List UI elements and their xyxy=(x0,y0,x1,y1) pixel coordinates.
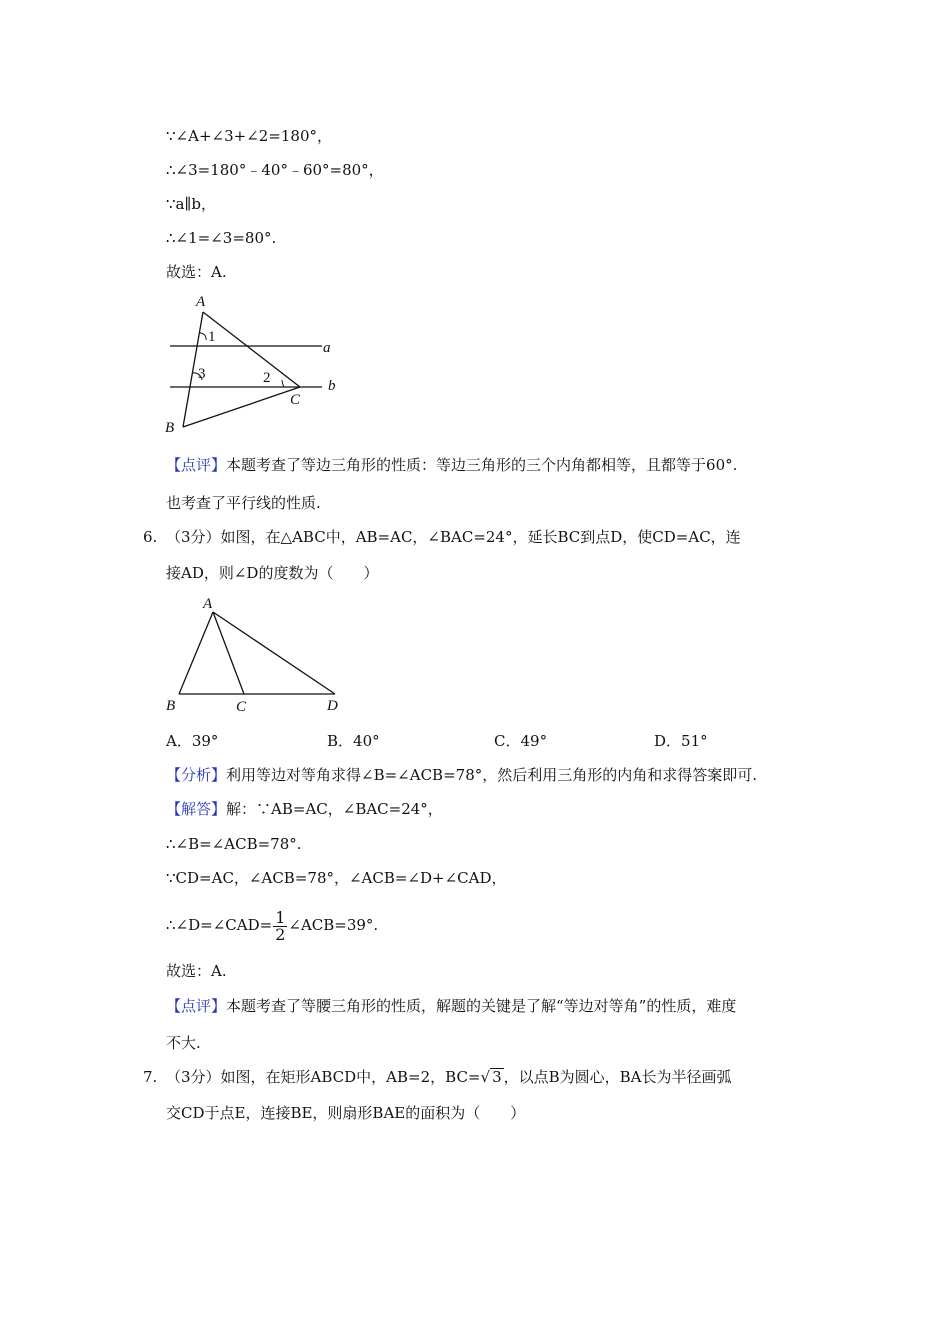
segment-bc xyxy=(183,387,300,427)
q6-review-line-1 xyxy=(166,996,736,1016)
label-3: 3 xyxy=(198,366,206,382)
answer-text: 解：∵AB=AC，∠BAC=24°， xyxy=(226,800,443,818)
segment-ac xyxy=(203,312,300,387)
label-A: A xyxy=(196,294,206,310)
q7-line1-pre: （3分）如图，在矩形ABCD中，AB=2，BC= xyxy=(166,1068,481,1086)
segment-ab xyxy=(179,612,213,694)
analysis-text: 利用等边对等角求得∠B=∠ACB=78°，然后利用三角形的内角和求得答案即可. xyxy=(226,766,758,784)
segment-ac xyxy=(213,612,244,694)
label-A: A xyxy=(203,596,213,612)
label-C: C xyxy=(290,392,301,408)
q5-figure xyxy=(160,290,350,440)
q5-solution-line-1: ∵∠A+∠3+∠2=180°， xyxy=(166,127,333,145)
sqrt-value: 3 xyxy=(492,1068,502,1086)
q5-solution-line-3: ∵a∥b， xyxy=(166,195,217,213)
q6-option-c[interactable]: C．49° xyxy=(494,732,548,750)
review-text: 本题考查了等腰三角形的性质，解题的关键是了解“等边对等角”的性质，难度 xyxy=(226,997,737,1015)
q7-number: 7. xyxy=(143,1068,158,1086)
q7-line1-post: ，以点B为圆心，BA长为半径画弧 xyxy=(503,1068,732,1086)
review-tag: 【点评】 xyxy=(166,456,227,474)
label-B: B xyxy=(165,420,175,436)
label-D: D xyxy=(327,698,338,714)
analysis-tag: 【分析】 xyxy=(166,766,227,784)
q6-answer-line-1 xyxy=(166,799,443,819)
label-1: 1 xyxy=(208,329,216,345)
label-2: 2 xyxy=(263,370,271,386)
q6-stem-line-1: （3分）如图，在△ABC中，AB=AC，∠BAC=24°，延长BC到点D，使CD=AC，连 xyxy=(166,528,741,546)
angle-2-arc xyxy=(282,380,284,387)
q5-review-line-1 xyxy=(166,455,737,475)
label-C: C xyxy=(236,699,247,715)
frac-numerator: 1 xyxy=(275,907,286,927)
answer-l4-pre: ∴∠D=∠CAD= xyxy=(166,916,273,934)
q5-solution-line-4: ∴∠1=∠3=80°. xyxy=(166,229,277,247)
answer-tag: 【解答】 xyxy=(166,800,227,818)
q6-review-line-2: 不大. xyxy=(166,1034,201,1052)
fraction-one-half xyxy=(273,907,287,944)
q6-option-b[interactable]: B．40° xyxy=(327,732,380,750)
q6-answer-line-3: ∵CD=AC，∠ACB=78°，∠ACB=∠D+∠CAD， xyxy=(166,869,507,887)
q5-solution-line-2: ∴∠3=180°﹣40°﹣60°=80°， xyxy=(166,161,384,179)
q6-figure xyxy=(160,590,350,720)
q6-analysis xyxy=(166,765,757,785)
review-tag: 【点评】 xyxy=(166,997,227,1015)
review-text: 本题考查了等边三角形的性质：等边三角形的三个内角都相等，且都等于60°. xyxy=(226,456,738,474)
q6-option-d[interactable]: D．51° xyxy=(654,732,708,750)
q6-choose: 故选：A. xyxy=(166,962,227,980)
angle-1-arc xyxy=(200,333,206,340)
q6-option-a[interactable]: A．39° xyxy=(166,732,219,750)
q5-review-line-2: 也考查了平行线的性质. xyxy=(166,494,321,512)
label-b: b xyxy=(328,378,336,394)
q6-answer-line-2: ∴∠B=∠ACB=78°. xyxy=(166,835,302,853)
q6-stem-line-2: 接AD，则∠D的度数为（ ） xyxy=(166,564,379,582)
q7-stem-line-2: 交CD于点E，连接BE，则扇形BAE的面积为（ ） xyxy=(166,1104,526,1122)
q6-number: 6. xyxy=(143,528,158,546)
label-B: B xyxy=(166,698,176,714)
answer-l4-post: ∠ACB=39°. xyxy=(288,916,379,934)
segment-ad xyxy=(213,612,335,694)
q7-stem-line-1: （3分）如图，在矩形ABCD中，AB=2，BC=√ 3 ，以点B为圆心，BA长为半径画弧 xyxy=(166,1068,732,1086)
label-a: a xyxy=(323,340,331,356)
q6-answer-line-4 xyxy=(166,907,378,943)
q5-solution-line-5: 故选：A. xyxy=(166,263,227,281)
frac-denominator: 2 xyxy=(275,924,286,944)
